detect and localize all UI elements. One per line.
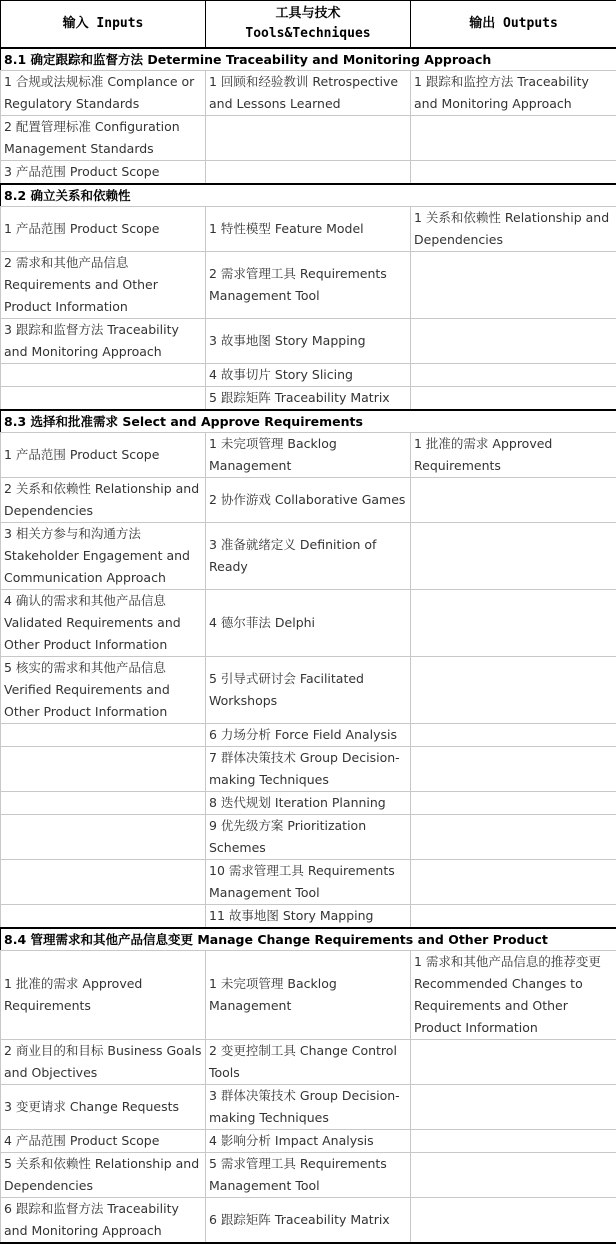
tool-cell: 8 迭代规划 Iteration Planning [206,792,411,815]
output-cell [411,387,616,411]
tool-cell: 1 回顾和经验教训 Retrospective and Lessons Learned [206,71,411,116]
output-cell [411,1130,616,1153]
table-row [1,387,616,411]
output-cell [411,905,616,929]
table-row [1,207,616,252]
table-body [1,48,616,1243]
output-cell [411,815,616,860]
section-header-row [1,48,616,71]
table-row [1,364,616,387]
table-row [1,747,616,792]
table-row [1,657,616,724]
table-row [1,590,616,657]
input-cell [1,747,206,792]
header-outputs: 输出 Outputs [411,1,616,49]
table-row [1,860,616,905]
table-row [1,1085,616,1130]
input-cell: 5 核实的需求和其他产品信息 Verified Requirements and Other Product Information [1,657,206,724]
tool-cell: 6 跟踪矩阵 Traceability Matrix [206,1198,411,1244]
input-cell [1,364,206,387]
input-cell [1,905,206,929]
header-tools-cn: 工具与技术 [206,4,410,24]
input-cell: 1 合规或法规标准 Complance or Regulatory Standards [1,71,206,116]
section-title: 8.1 确定跟踪和监督方法 Determine Traceability and Monitoring Approach [1,48,616,71]
table-row [1,319,616,364]
output-cell [411,1085,616,1130]
table-row [1,792,616,815]
output-cell [411,116,616,161]
output-cell: 1 批准的需求 Approved Requirements [411,433,616,478]
output-cell [411,252,616,319]
table-row [1,951,616,1040]
input-cell: 2 需求和其他产品信息 Requirements and Other Product Information [1,252,206,319]
input-cell: 3 变更请求 Change Requests [1,1085,206,1130]
tool-cell: 3 群体决策技术 Group Decision-making Techniques [206,1085,411,1130]
table-row [1,905,616,929]
tool-cell [206,116,411,161]
input-cell: 4 产品范围 Product Scope [1,1130,206,1153]
tool-cell: 4 影响分析 Impact Analysis [206,1130,411,1153]
tool-cell: 2 需求管理工具 Requirements Management Tool [206,252,411,319]
header-inputs: 输入 Inputs [1,1,206,49]
output-cell [411,724,616,747]
input-cell: 2 关系和依赖性 Relationship and Dependencies [1,478,206,523]
output-cell: 1 关系和依赖性 Relationship and Dependencies [411,207,616,252]
table-row [1,523,616,590]
table-row [1,478,616,523]
header-tools [206,1,411,49]
input-cell: 1 批准的需求 Approved Requirements [1,951,206,1040]
output-cell [411,161,616,185]
output-cell [411,523,616,590]
output-cell [411,590,616,657]
output-cell [411,319,616,364]
tool-cell: 2 协作游戏 Collaborative Games [206,478,411,523]
tool-cell: 4 故事切片 Story Slicing [206,364,411,387]
input-cell [1,387,206,411]
table-row [1,1153,616,1198]
table-row [1,161,616,185]
output-cell [411,478,616,523]
input-cell: 6 跟踪和监督方法 Traceability and Monitoring Approach [1,1198,206,1244]
input-cell [1,724,206,747]
input-cell [1,860,206,905]
output-cell: 1 需求和其他产品信息的推荐变更 Recommended Changes to Requirements and Other Product Information [411,951,616,1040]
tool-cell [206,161,411,185]
header-tools-en: Tools&Techniques [206,24,410,44]
section-title: 8.4 管理需求和其他产品信息变更 Manage Change Requirements and Other Product [1,928,616,951]
output-cell [411,860,616,905]
section-header-row [1,184,616,207]
input-cell: 5 关系和依赖性 Relationship and Dependencies [1,1153,206,1198]
tool-cell: 5 跟踪矩阵 Traceability Matrix [206,387,411,411]
input-cell [1,792,206,815]
tool-cell: 1 未完项管理 Backlog Management [206,433,411,478]
tool-cell: 11 故事地图 Story Mapping [206,905,411,929]
tool-cell: 3 准备就绪定义 Definition of Ready [206,523,411,590]
output-cell [411,747,616,792]
tool-cell: 1 未完项管理 Backlog Management [206,951,411,1040]
output-cell: 1 跟踪和监控方法 Traceability and Monitoring Approach [411,71,616,116]
table-row [1,71,616,116]
table-row [1,1040,616,1085]
section-title: 8.3 选择和批准需求 Select and Approve Requirements [1,410,616,433]
table-row [1,116,616,161]
output-cell [411,657,616,724]
input-cell: 3 跟踪和监督方法 Traceability and Monitoring Approach [1,319,206,364]
section-header-row [1,928,616,951]
table-row [1,1198,616,1244]
tool-cell: 1 特性模型 Feature Model [206,207,411,252]
section-header-row [1,410,616,433]
input-cell: 3 相关方参与和沟通方法 Stakeholder Engagement and Communication Approach [1,523,206,590]
tool-cell: 7 群体决策技术 Group Decision-making Techniques [206,747,411,792]
input-cell: 1 产品范围 Product Scope [1,433,206,478]
section-title: 8.2 确立关系和依赖性 [1,184,616,207]
tool-cell: 6 力场分析 Force Field Analysis [206,724,411,747]
table-row [1,252,616,319]
input-cell: 1 产品范围 Product Scope [1,207,206,252]
header-row [1,1,616,49]
tool-cell: 3 故事地图 Story Mapping [206,319,411,364]
tool-cell: 4 德尔菲法 Delphi [206,590,411,657]
tool-cell: 5 需求管理工具 Requirements Management Tool [206,1153,411,1198]
output-cell [411,364,616,387]
table-row [1,815,616,860]
input-cell [1,815,206,860]
tool-cell: 9 优先级方案 Prioritization Schemes [206,815,411,860]
output-cell [411,1198,616,1244]
output-cell [411,792,616,815]
input-cell: 4 确认的需求和其他产品信息 Validated Requirements and Other Product Information [1,590,206,657]
input-cell: 2 商业目的和目标 Business Goals and Objectives [1,1040,206,1085]
tool-cell: 2 变更控制工具 Change Control Tools [206,1040,411,1085]
table-row [1,433,616,478]
tool-cell: 10 需求管理工具 Requirements Management Tool [206,860,411,905]
table-row [1,1130,616,1153]
table-row [1,724,616,747]
input-cell: 3 产品范围 Product Scope [1,161,206,185]
tool-cell: 5 引导式研讨会 Facilitated Workshops [206,657,411,724]
input-cell: 2 配置管理标准 Configuration Management Standards [1,116,206,161]
output-cell [411,1040,616,1085]
output-cell [411,1153,616,1198]
